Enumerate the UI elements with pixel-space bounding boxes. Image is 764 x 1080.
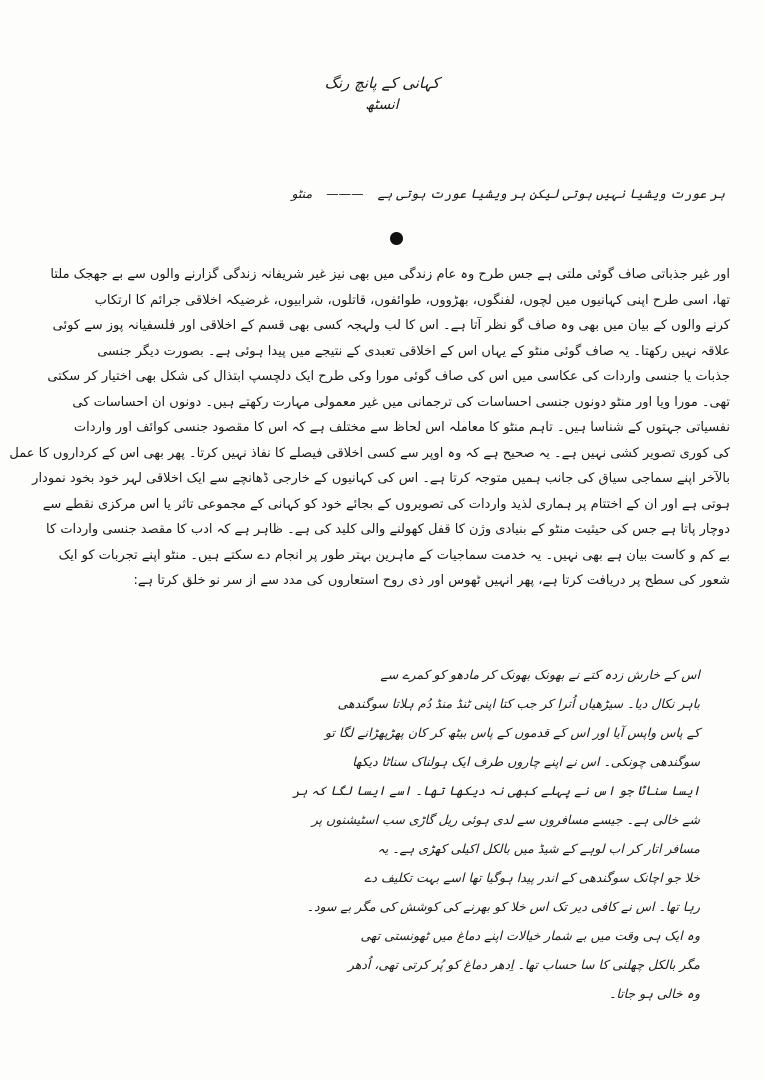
quote-line: ایسا سناٹا جو اس نے پہلے کبھی نہ دیکھا تھا۔ اسے ایسا لگا کہ ہر <box>292 783 700 798</box>
essay-line: تھا، اسی طرح اپنی کہانیوں میں لچوں، لفنگوں، بھڑووں، طوائفوں، قاتلوں، شرابیوں، غرضیکہ اخلاقی جرائم کا ارتکاب <box>94 292 730 308</box>
quote-line: وہ خالی ہو جاتا۔ <box>609 986 700 1001</box>
page-title: کہانی کے پانچ رنگ <box>324 74 440 92</box>
essay-line: بے کم و کاست بیان ہے بھی نہیں۔ یہ خدمت سماجیات کے ماہرین بہتر طور پر انجام دے سکتے ہیں۔ منٹو اپنے تجربات کو ایک <box>58 547 730 563</box>
title-block <box>0 72 764 116</box>
essay-line: دوچار پاتا ہے جس کی حیثیت منٹو کے بنیادی وژن کا قفل کھولنے والی کلید کی ہے۔ ظاہر ہے کہ ادب کا مقصد جنسی واردات کا <box>46 522 730 537</box>
quote-line: شے خالی ہے۔ جیسے مسافروں سے لدی ہوئی ریل گاڑی سب اسٹیشنوں پر <box>311 812 700 827</box>
author-name: انسٹھ <box>365 97 399 113</box>
essay-line: علاقہ نہیں رکھتا۔ یہ صاف گوئی منٹو کے یہاں اس کے اخلاقی تعبدی کے نتیجے میں پیدا ہوئی ہے۔ بصورت دیگر جنسی <box>97 343 730 359</box>
quote-line: رہا تھا۔ اس نے کافی دیر تک اس خلا کو بھرنے کی کوشش کی مگر بے سود۔ <box>306 899 700 914</box>
essay-line: شعور کی سطح پر دریافت کرتا ہے، پھر انہیں ٹھوس اور ذی روح استعاروں کی مدد سے از سر نو خلق کرتا ہے: <box>133 573 730 588</box>
quote-line: مسافر اتار کر اب لوہے کے شیڈ میں بالکل اکیلی کھڑی ہے۔ یہ <box>377 841 700 856</box>
essay-line: تھی۔ مورا ویا اور منٹو دونوں جنسی احساسات کی ترجمانی میں غیر معمولی مہارت رکھتے ہیں۔ دونوں ان احساسات کی <box>72 394 730 410</box>
quote-line: باہر نکال دیا۔ سیڑھیاں اُترا کر جب کتا اپنی ٹنڈ منڈ دُم ہلاتا سوگندھی <box>337 696 700 711</box>
quote-line: کے پاس واپس آیا اور اس کے قدموں کے پاس بیٹھ کر کان پھڑپھڑانے لگا تو <box>324 725 700 740</box>
quote-line: وہ ایک ہی وقت میں بے شمار خیالات اپنے دماغ میں ٹھونستی تھی <box>360 928 700 943</box>
essay-line: کی کوری تصویر کشی نہیں ہے۔ یہ صحیح ہے کہ وہ اوپر سے کسی اخلاقی فیصلے کا نفاذ نہیں کرتا۔ پھر بھی اس کے کرداروں کا عمل <box>9 445 730 461</box>
block-quote <box>170 660 700 1008</box>
quote-line: مگر بالکل چھلنی کا سا حساب تھا۔ اِدھر دماغ کو پُر کرتی تھی، اُدھر <box>347 957 700 972</box>
quote-line: سوگندھی چونکی۔ اس نے اپنے چاروں طرف ایک ہولناک سناٹا دیکھا <box>352 754 700 769</box>
essay-line: کرنے والوں کے بیان میں بھی وہ صاف گو نظر آتا ہے۔ اس کا لب ولہجہ کسی بھی قسم کے اخلاقی اور فلسفیانہ پوز سے کوئی <box>52 318 730 333</box>
essay-line: بالآخر اپنے سماجی سیاق کی جانب ہمیں متوجہ کرتا ہے۔ اس کی کہانیوں کے خارجی ڈھانچے سے ایک اخلاقی لہر خود بخود نمودار <box>32 471 730 486</box>
essay-paragraph <box>9 262 730 594</box>
epigraph-dash: ——— <box>326 186 364 201</box>
section-divider-dot <box>390 232 403 245</box>
quote-line: خلا جو اچانک سوگندھی کے اندر پیدا ہوگیا تھا اسے بہت تکلیف دے <box>364 870 700 885</box>
essay-line: نفسیاتی جہتوں کے شناسا ہیں۔ تاہم منٹو کا معاملہ اس لحاظ سے مختلف ہے کہ اس کا مقصود جنسی کوائف اور واردات <box>73 420 730 435</box>
essay-line: ہوتی ہے اور ان کے اختتام پر ہماری لذید واردات کی تصویروں کے بجائے خود کو کہانی کے مجموعی تاثر یا اس مرکزی نقطے سے <box>42 496 730 512</box>
epigraph-text: ہر عورت ویشیا نہیں ہوتی لیکن ہر ویشیا عورت ہوتی ہے <box>377 186 725 201</box>
quote-line: اس کے خارش زدہ کتے نے بھونک بھونک کر مادھو کو کمرے سے <box>380 667 700 682</box>
epigraph <box>205 186 725 201</box>
essay-line: جذبات یا جنسی واردات کی عکاسی میں اس کی صاف گوئی مورا وکی طرح ایک دلچسپ ابتذال کی شکل بھی اختیار کر سکتی <box>47 369 730 384</box>
epigraph-attribution: منٹو <box>291 186 313 201</box>
essay-line: اور غیر جذباتی صاف گوئی ملتی ہے جس طرح وہ عام زندگی میں بھی نیز غیر شریفانہ زندگی گزارنے والوں سے بے جھجک ملتا <box>50 267 730 282</box>
